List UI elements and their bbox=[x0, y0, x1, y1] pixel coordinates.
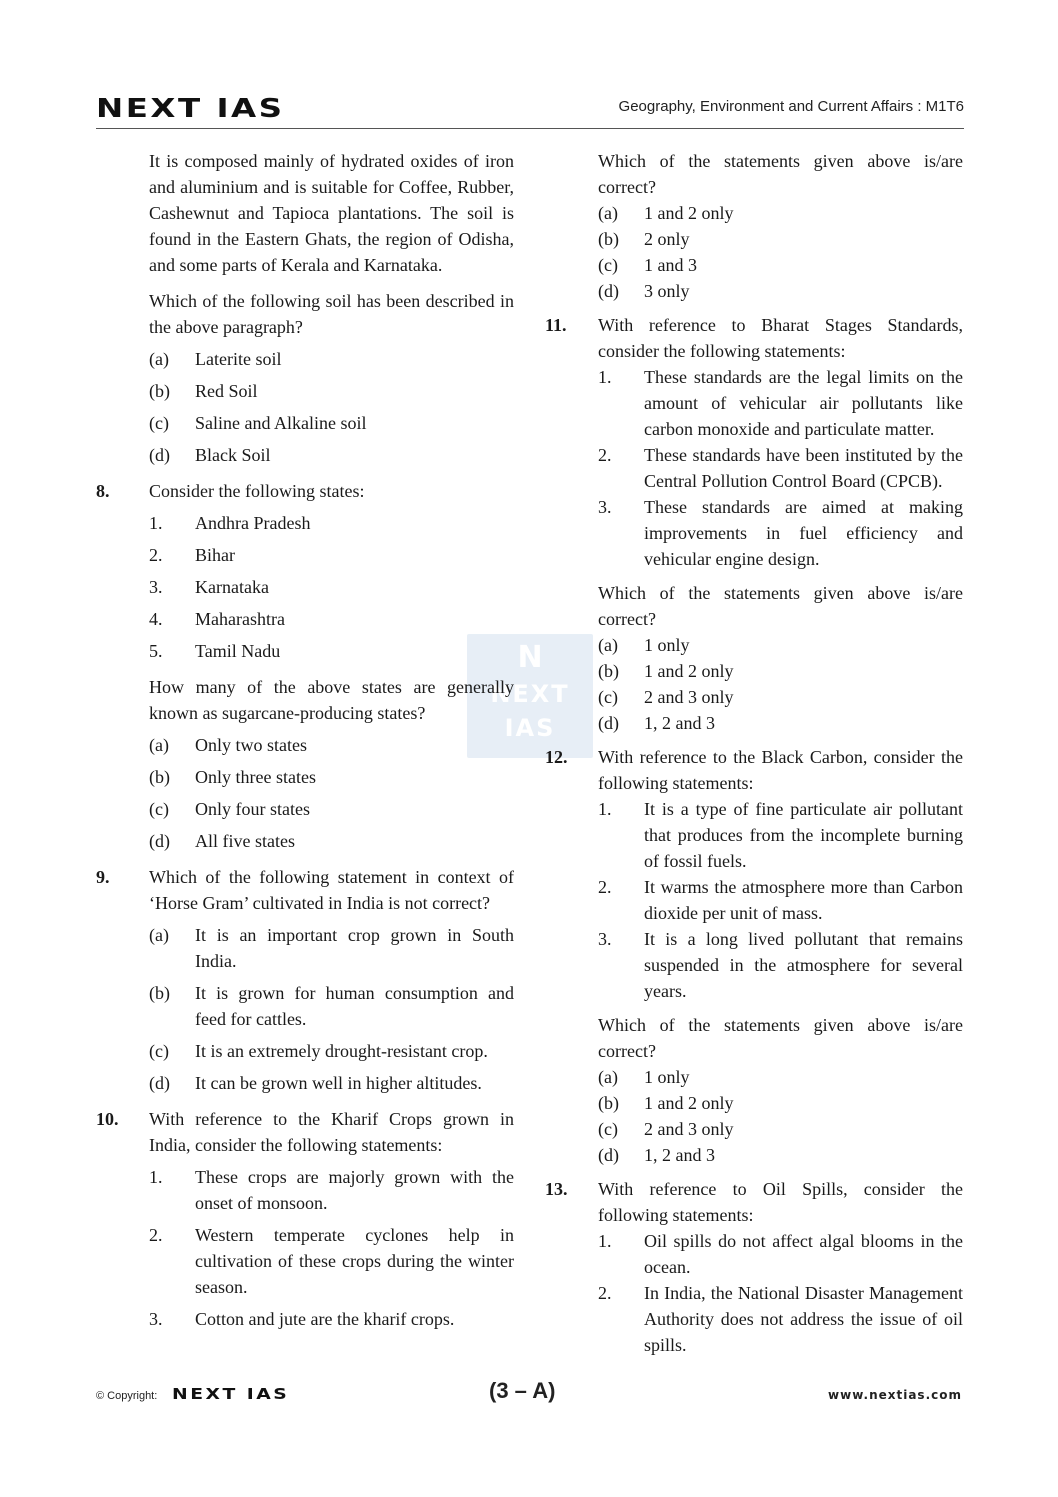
statement-row bbox=[149, 510, 514, 536]
option-row bbox=[598, 252, 963, 278]
option-row bbox=[149, 346, 514, 372]
q10-options bbox=[598, 200, 963, 304]
option-text: 1 and 3 bbox=[644, 255, 697, 275]
watermark-mark: N bbox=[517, 640, 543, 675]
watermark-line-2: IAS bbox=[504, 714, 556, 742]
option-text: Saline and Alkaline soil bbox=[195, 413, 367, 433]
statement-number: 2. bbox=[598, 445, 612, 465]
statement-number: 4. bbox=[149, 609, 163, 629]
option-label: (d) bbox=[598, 1145, 619, 1165]
option-text: All five states bbox=[195, 831, 295, 851]
question-number: 8. bbox=[96, 481, 110, 501]
statement-number: 1. bbox=[149, 1167, 163, 1187]
option-text: It is grown for human consumption and feed for cattles. bbox=[195, 983, 514, 1029]
q12-options bbox=[598, 1064, 963, 1168]
statement-row bbox=[149, 1164, 514, 1216]
statement-text: These standards are the legal limits on the amount of vehicular air pollutants like carbon monoxide and particulate matter. bbox=[644, 367, 963, 439]
option-row bbox=[598, 1064, 963, 1090]
statement-row bbox=[598, 926, 963, 1004]
option-row bbox=[598, 278, 963, 304]
statement-row bbox=[149, 1222, 514, 1300]
statement-row bbox=[598, 1280, 963, 1358]
option-label: (a) bbox=[149, 735, 169, 755]
option-label: (c) bbox=[149, 799, 169, 819]
option-label: (c) bbox=[149, 413, 169, 433]
q10-question: Which of the statements given above is/are correct? bbox=[598, 151, 963, 197]
option-row bbox=[598, 226, 963, 252]
option-text: 3 only bbox=[644, 281, 690, 301]
question-number: 9. bbox=[96, 867, 110, 887]
statement-row bbox=[598, 1228, 963, 1280]
question-text: Which of the following statement in context of ‘Horse Gram’ cultivated in India is not correct? bbox=[149, 867, 514, 913]
option-row bbox=[149, 378, 514, 404]
option-row bbox=[149, 828, 514, 854]
statement-number: 1. bbox=[598, 367, 612, 387]
statement-row bbox=[149, 1306, 514, 1332]
question-text: With reference to Oil Spills, consider the following statements: bbox=[598, 1179, 963, 1225]
option-text: 1 and 2 only bbox=[644, 661, 734, 681]
header-divider bbox=[96, 128, 964, 129]
option-label: (b) bbox=[149, 381, 170, 401]
option-label: (c) bbox=[149, 1041, 169, 1061]
option-text: 2 and 3 only bbox=[644, 687, 734, 707]
statement-number: 2. bbox=[149, 545, 163, 565]
option-row bbox=[149, 764, 514, 790]
question-number: 11. bbox=[545, 315, 567, 335]
question-12 bbox=[545, 744, 963, 796]
option-text: It can be grown well in higher altitudes. bbox=[195, 1073, 482, 1093]
question-text: With reference to Bharat Stages Standards, consider the following statements: bbox=[598, 315, 963, 361]
option-label: (a) bbox=[149, 349, 169, 369]
option-row bbox=[149, 410, 514, 436]
option-label: (c) bbox=[598, 687, 618, 707]
statement-number: 2. bbox=[598, 1283, 612, 1303]
question-text: With reference to the Kharif Crops grown in India, consider the following statements: bbox=[149, 1109, 514, 1155]
option-label: (d) bbox=[149, 1073, 170, 1093]
option-text: 1 only bbox=[644, 1067, 690, 1087]
option-text: 1 and 2 only bbox=[644, 203, 734, 223]
statement-text: These standards have been instituted by the Central Pollution Control Board (CPCB). bbox=[644, 445, 963, 491]
q8-options bbox=[149, 732, 514, 854]
option-text: Laterite soil bbox=[195, 349, 282, 369]
option-text: Only two states bbox=[195, 735, 307, 755]
option-row bbox=[598, 1090, 963, 1116]
option-row bbox=[598, 684, 963, 710]
option-label: (c) bbox=[598, 255, 618, 275]
statement-number: 3. bbox=[598, 929, 612, 949]
option-label: (a) bbox=[598, 1067, 618, 1087]
q12-statements bbox=[598, 796, 963, 1004]
statement-number: 1. bbox=[598, 1231, 612, 1251]
statement-row bbox=[149, 574, 514, 600]
option-text: 1 only bbox=[644, 635, 690, 655]
statement-number: 3. bbox=[149, 1309, 163, 1329]
q8-statements bbox=[149, 510, 514, 664]
question-number: 12. bbox=[545, 747, 568, 767]
question-number: 13. bbox=[545, 1179, 568, 1199]
option-label: (d) bbox=[598, 281, 619, 301]
statement-number: 1. bbox=[598, 799, 612, 819]
option-label: (a) bbox=[598, 203, 618, 223]
footer-logo: NEXT IAS bbox=[172, 1385, 290, 1403]
option-text: Black Soil bbox=[195, 445, 271, 465]
option-row bbox=[149, 922, 514, 974]
option-row bbox=[149, 796, 514, 822]
statement-row bbox=[598, 442, 963, 494]
statement-text: Karnataka bbox=[195, 577, 269, 597]
option-text: Only three states bbox=[195, 767, 316, 787]
statement-row bbox=[149, 606, 514, 632]
option-text: 2 only bbox=[644, 229, 690, 249]
question-9 bbox=[96, 864, 514, 916]
option-label: (d) bbox=[149, 445, 170, 465]
statement-number: 2. bbox=[598, 877, 612, 897]
statement-text: In India, the National Disaster Management Authority does not address the issue of oil spills. bbox=[644, 1283, 963, 1355]
option-row bbox=[149, 1038, 514, 1064]
statement-text: Oil spills do not affect algal blooms in the ocean. bbox=[644, 1231, 963, 1277]
statement-number: 5. bbox=[149, 641, 163, 661]
footer-copyright: © Copyright: bbox=[96, 1390, 158, 1402]
option-label: (b) bbox=[149, 983, 170, 1003]
option-row bbox=[149, 1070, 514, 1096]
question-10 bbox=[96, 1106, 514, 1158]
statement-text: Maharashtra bbox=[195, 609, 285, 629]
option-text: 1, 2 and 3 bbox=[644, 1145, 715, 1165]
statement-number: 3. bbox=[149, 577, 163, 597]
page-number: (3 – A) bbox=[489, 1378, 556, 1403]
right-column bbox=[545, 148, 963, 1358]
option-label: (a) bbox=[598, 635, 618, 655]
option-row bbox=[149, 980, 514, 1032]
q11-options bbox=[598, 632, 963, 736]
statement-text: It is a type of fine particulate air pollutant that produces from the incomplete burning of fossil fuels. bbox=[644, 799, 963, 871]
option-label: (b) bbox=[598, 229, 619, 249]
statement-text: It warms the atmosphere more than Carbon dioxide per unit of mass. bbox=[644, 877, 963, 923]
question-8 bbox=[96, 478, 514, 504]
option-label: (c) bbox=[598, 1119, 618, 1139]
statement-number: 3. bbox=[598, 497, 612, 517]
option-text: It is an important crop grown in South India. bbox=[195, 925, 514, 971]
option-label: (d) bbox=[149, 831, 170, 851]
statement-row bbox=[598, 874, 963, 926]
option-label: (b) bbox=[598, 661, 619, 681]
option-label: (d) bbox=[598, 713, 619, 733]
option-row bbox=[149, 442, 514, 468]
q10-statements bbox=[149, 1164, 514, 1332]
statement-row bbox=[598, 494, 963, 572]
watermark-line-1: NEXT bbox=[490, 680, 570, 708]
option-label: (b) bbox=[598, 1093, 619, 1113]
option-row bbox=[598, 200, 963, 226]
left-column bbox=[96, 148, 514, 1332]
statement-text: Tamil Nadu bbox=[195, 641, 281, 661]
q11-question: Which of the statements given above is/are correct? bbox=[598, 583, 963, 629]
question-13 bbox=[545, 1176, 963, 1228]
statement-text: Cotton and jute are the kharif crops. bbox=[195, 1309, 455, 1329]
statement-row bbox=[149, 638, 514, 664]
q9-options bbox=[149, 922, 514, 1096]
question-text: Consider the following states: bbox=[149, 481, 365, 501]
statement-number: 2. bbox=[149, 1225, 163, 1245]
statement-text: Bihar bbox=[195, 545, 235, 565]
statement-row bbox=[598, 364, 963, 442]
statement-text: Andhra Pradesh bbox=[195, 513, 311, 533]
option-text: Only four states bbox=[195, 799, 310, 819]
option-row bbox=[598, 1116, 963, 1142]
header-logo: NEXT IAS bbox=[96, 94, 285, 124]
statement-number: 1. bbox=[149, 513, 163, 533]
option-row bbox=[598, 1142, 963, 1168]
option-text: 1, 2 and 3 bbox=[644, 713, 715, 733]
statement-row bbox=[149, 542, 514, 568]
option-row bbox=[149, 732, 514, 758]
q7-question: Which of the following soil has been described in the above paragraph? bbox=[149, 291, 514, 337]
question-11 bbox=[545, 312, 963, 364]
statement-row bbox=[598, 796, 963, 874]
q12-question: Which of the statements given above is/are correct? bbox=[598, 1015, 963, 1061]
question-number: 10. bbox=[96, 1109, 119, 1129]
statement-text: Western temperate cyclones help in cultivation of these crops during the winter season. bbox=[195, 1225, 514, 1297]
statement-text: These crops are majorly grown with the onset of monsoon. bbox=[195, 1167, 514, 1213]
option-text: Red Soil bbox=[195, 381, 258, 401]
q11-statements bbox=[598, 364, 963, 572]
header-subtitle: Geography, Environment and Current Affairs : M1T6 bbox=[618, 98, 964, 115]
statement-text: These standards are aimed at making improvements in fuel efficiency and vehicular engine design. bbox=[644, 497, 963, 569]
option-text: 2 and 3 only bbox=[644, 1119, 734, 1139]
question-text: With reference to the Black Carbon, consider the following statements: bbox=[598, 747, 963, 793]
q7-options bbox=[149, 346, 514, 468]
option-row bbox=[598, 658, 963, 684]
option-text: 1 and 2 only bbox=[644, 1093, 734, 1113]
q8-question: How many of the above states are generally known as sugarcane-producing states? bbox=[149, 677, 514, 723]
footer-website-link[interactable]: www.nextias.com bbox=[828, 1388, 962, 1402]
option-row bbox=[598, 632, 963, 658]
option-label: (a) bbox=[149, 925, 169, 945]
q13-statements bbox=[598, 1228, 963, 1358]
option-row bbox=[598, 710, 963, 736]
option-label: (b) bbox=[149, 767, 170, 787]
q7-passage: It is composed mainly of hydrated oxides of iron and aluminium and is suitable for Coffee, Rubber, Cashewnut and Tapioca plantations. The soil is found in the Eastern Ghats, the region of Odisha, and some parts of Kerala and Karnataka. bbox=[149, 151, 514, 275]
option-text: It is an extremely drought-resistant crop. bbox=[195, 1041, 488, 1061]
statement-text: It is a long lived pollutant that remains suspended in the atmosphere for several years. bbox=[644, 929, 963, 1001]
